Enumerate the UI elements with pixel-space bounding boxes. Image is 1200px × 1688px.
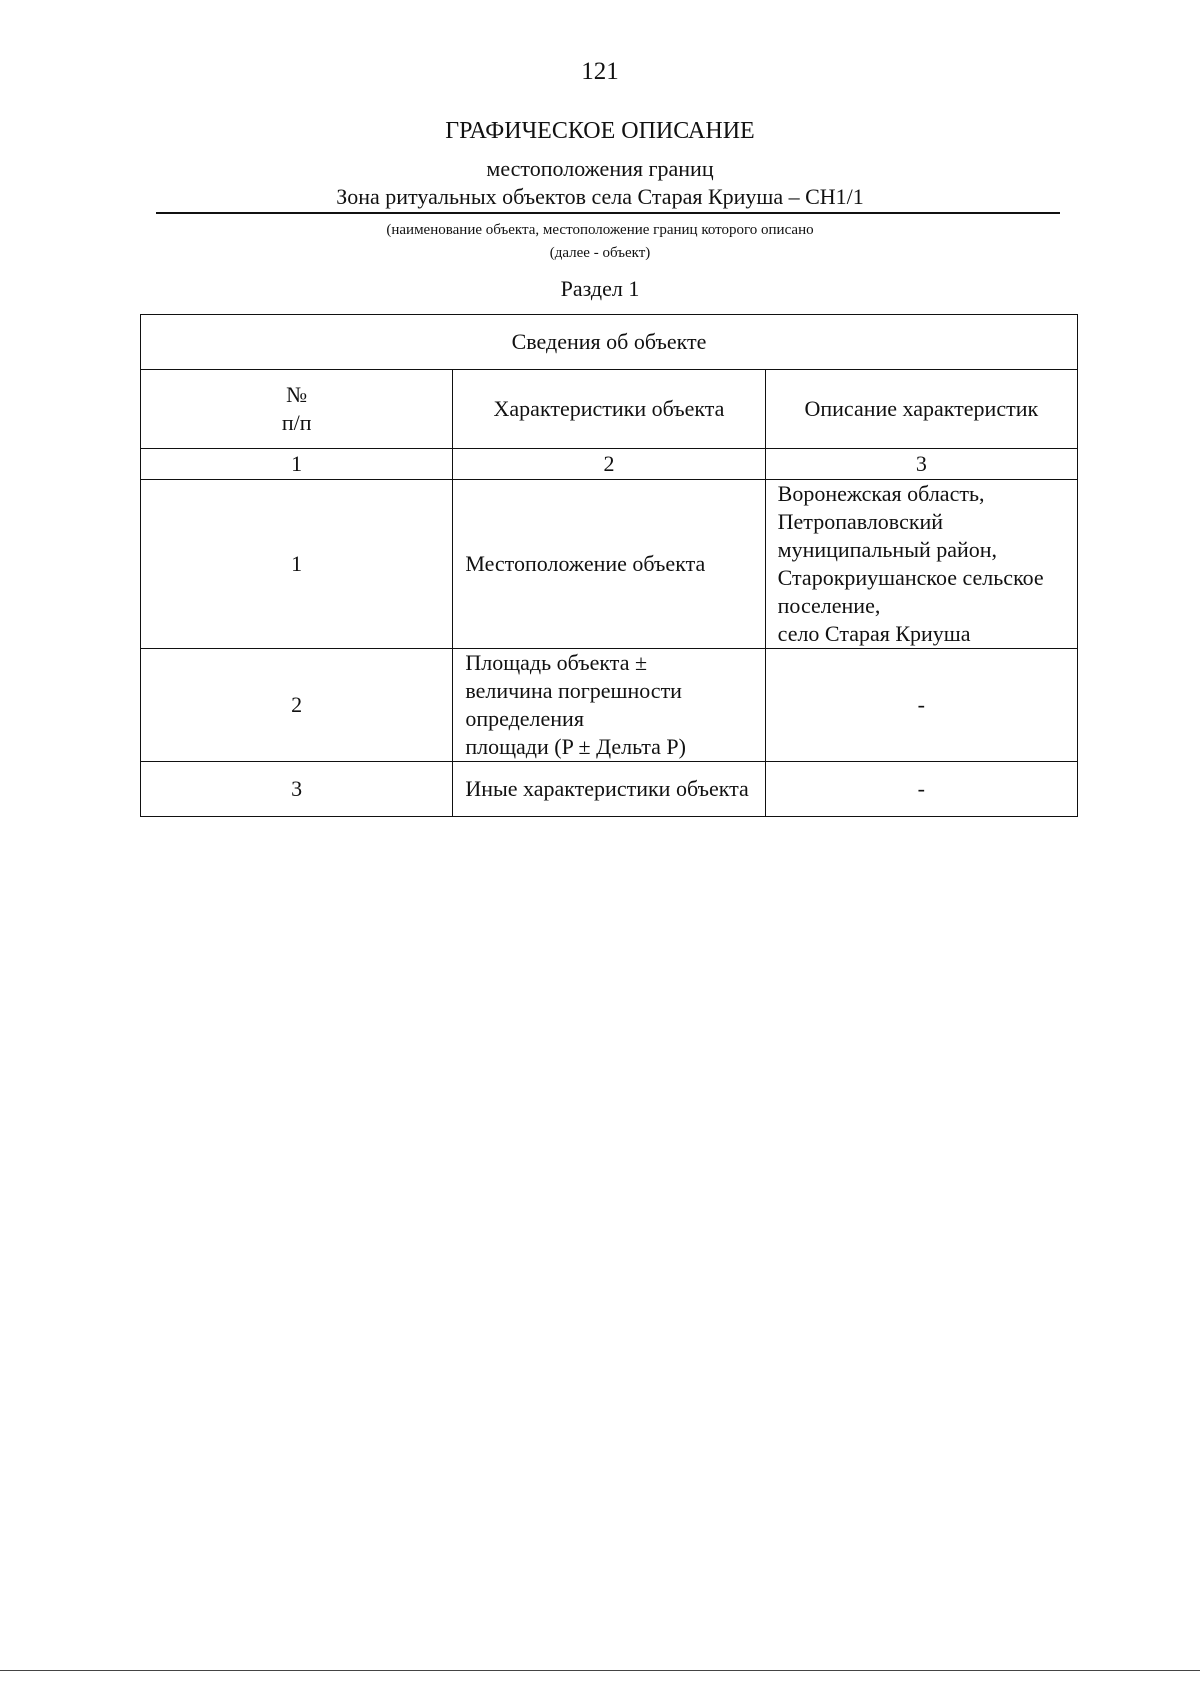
- row-characteristic: [453, 649, 765, 762]
- table-row: [141, 480, 1078, 649]
- object-name-caption: [0, 219, 1200, 265]
- object-name: Зона ритуальных объектов села Старая Криуша – СН1/1: [336, 184, 864, 209]
- characteristic-line: Местоположение объекта: [465, 551, 706, 576]
- row-description: [765, 649, 1077, 762]
- header-characteristics: Характеристики объекта: [453, 370, 765, 449]
- row-characteristic: [453, 762, 765, 817]
- table-row: [141, 762, 1078, 817]
- column-number: 1: [141, 449, 453, 480]
- section-title: Раздел 1: [560, 276, 640, 301]
- column-number: 2: [453, 449, 765, 480]
- header-description: Описание характеристик: [765, 370, 1077, 449]
- description-line: Старокриушанское сельское поселение,: [777, 565, 1044, 618]
- row-number: 1: [141, 480, 453, 649]
- header-num-line-1: №: [286, 382, 308, 407]
- characteristic-line: величина погрешности определения: [465, 678, 682, 731]
- row-number: 3: [141, 762, 453, 817]
- column-number: 3: [765, 449, 1077, 480]
- characteristic-line: Иные характеристики объекта: [465, 776, 749, 801]
- table-row: [141, 649, 1078, 762]
- table-caption: Сведения об объекте: [141, 315, 1078, 370]
- row-description: [765, 480, 1077, 649]
- characteristic-line: площади (P ± Дельта P): [465, 734, 686, 759]
- description-line: -: [917, 776, 925, 801]
- header-num: [141, 370, 453, 449]
- header-num-line-2: п/п: [281, 410, 312, 435]
- table-caption-row: [141, 315, 1078, 370]
- description-line: Воронежская область, Петропавловский: [777, 481, 985, 534]
- row-description: [765, 762, 1077, 817]
- caption-line-1: (наименование объекта, местоположение границ которого описано: [386, 222, 814, 238]
- table-header-row: [141, 370, 1078, 449]
- description-line: муниципальный район,: [777, 537, 998, 562]
- scan-bottom-edge: [0, 1670, 1200, 1671]
- description-line: -: [917, 692, 925, 717]
- description-line: село Старая Криуша: [777, 621, 971, 646]
- caption-line-2: (далее - объект): [549, 245, 651, 261]
- document-title: ГРАФИЧЕСКОЕ ОПИСАНИЕ: [445, 118, 755, 144]
- column-numbers-row: [141, 449, 1078, 480]
- characteristic-line: Площадь объекта ±: [465, 650, 648, 675]
- row-number: 2: [141, 649, 453, 762]
- object-name-underline: [156, 212, 1060, 214]
- page-number: 121: [581, 58, 619, 85]
- document-subtitle: местоположения границ: [486, 156, 714, 181]
- object-info-table: [140, 314, 1078, 817]
- row-characteristic: [453, 480, 765, 649]
